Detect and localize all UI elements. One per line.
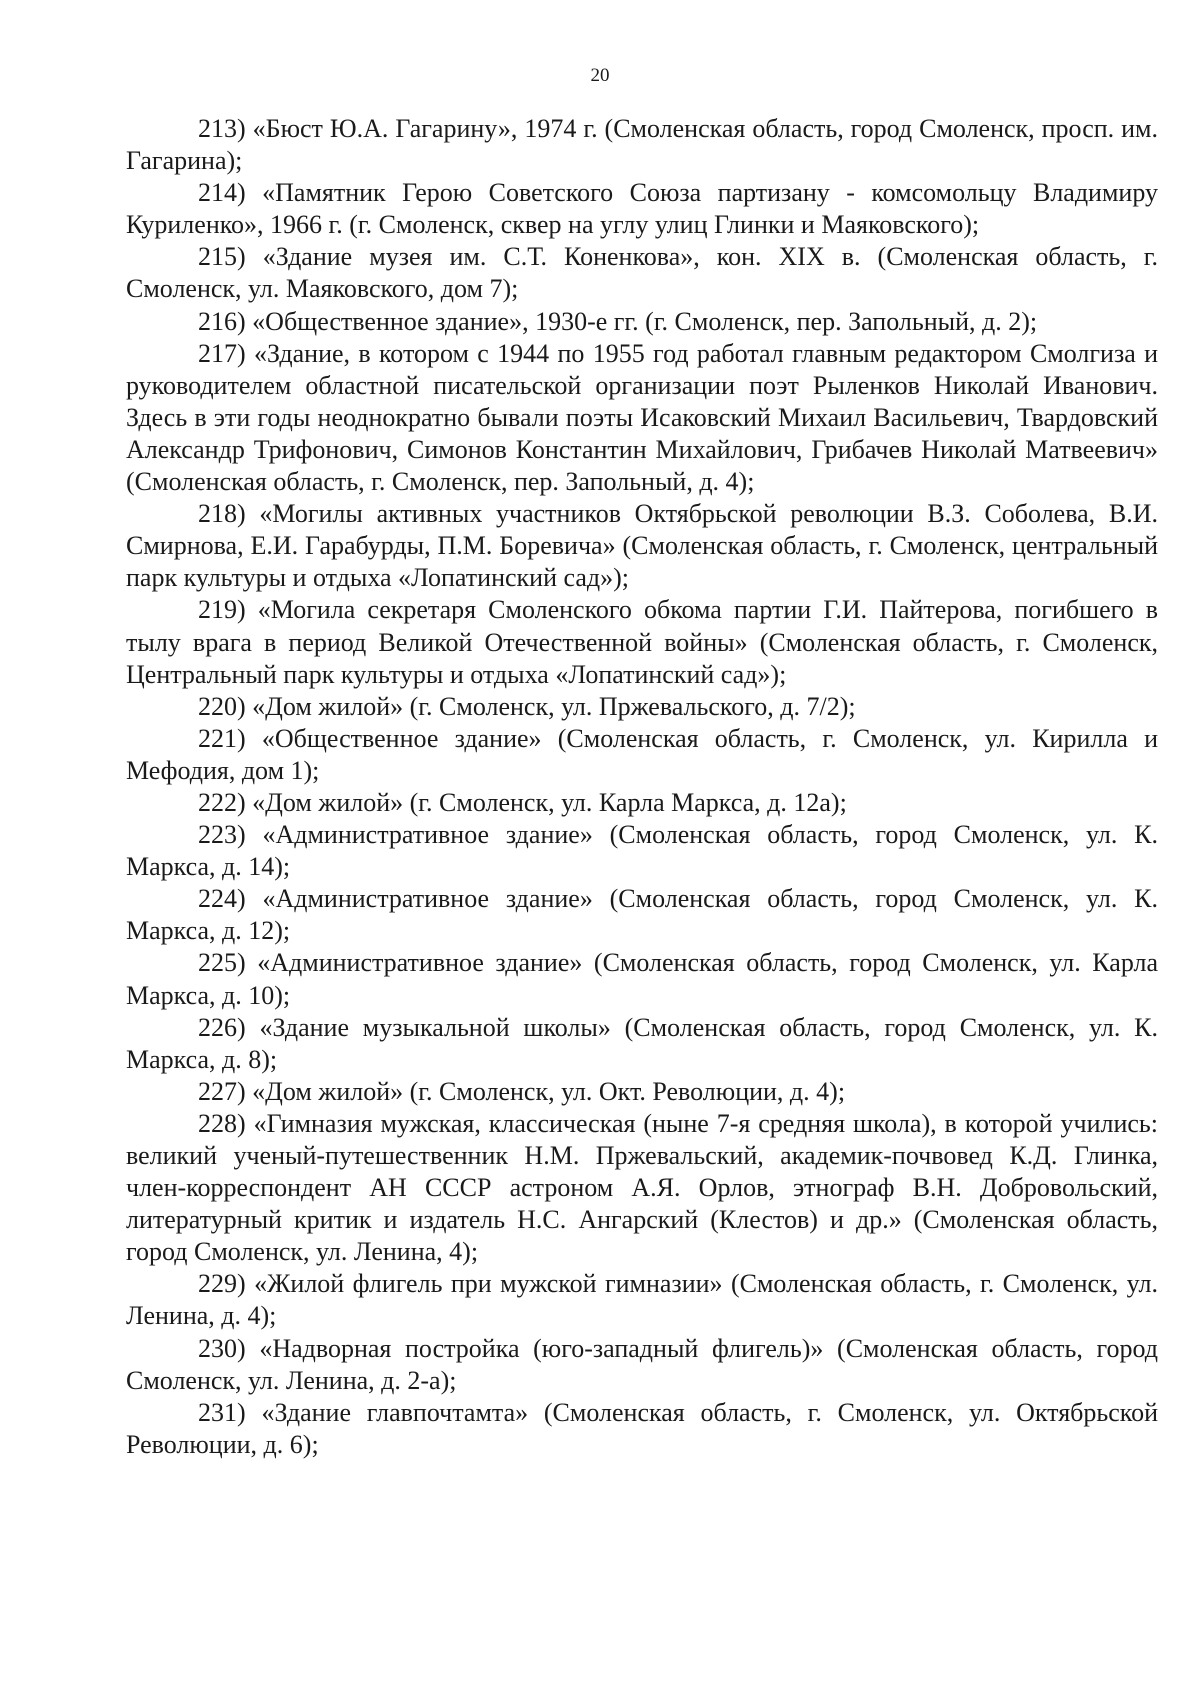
item-number: 224) — [198, 884, 246, 914]
item-number: 219) — [198, 595, 246, 625]
item-text: «Надворная постройка (юго-западный флигель)» (Смоленская область, город Смоленск, ул. Ленина, д. 2-а); — [126, 1333, 1158, 1395]
item-text: «Дом жилой» (г. Смоленск, ул. Окт. Революции, д. 4); — [252, 1076, 846, 1106]
list-item — [126, 723, 1158, 787]
list-item — [126, 306, 1158, 338]
page-number: 20 — [590, 65, 610, 86]
item-text: «Общественное здание», 1930-е гг. (г. Смоленск, пер. Запольный, д. 2); — [252, 306, 1038, 336]
list-item — [126, 883, 1158, 947]
list-item — [126, 594, 1158, 690]
item-number: 229) — [198, 1269, 246, 1299]
item-text: «Здание, в котором с 1944 по 1955 год работал главным редактором Смолгиза и руководителем областной писательской организации поэт Рыленков Николай Иванович. Здесь в эти годы неоднократно бывали поэты Исаковский Михаил Васильевич, Твардовский Александр Трифонович, Симонов Константин Михайлович, Грибачев Николай Матвеевич» (Смоленская область, г. Смоленск, пер. Запольный, д. 4); — [126, 338, 1159, 497]
item-text: «Жилой флигель при мужской гимназии» (Смоленская область, г. Смоленск, ул. Ленина, д. 4); — [126, 1269, 1158, 1331]
list-item — [126, 177, 1158, 241]
list-item — [126, 691, 1158, 723]
item-text: «Могилы активных участников Октябрьской революции В.З. Соболева, В.И. Смирнова, Е.И. Гарабурды, П.М. Боревича» (Смоленская область, г. Смоленск, центральный парк культуры и отдыха «Лопатинский сад»); — [126, 499, 1158, 593]
item-number: 230) — [198, 1333, 246, 1363]
item-number: 217) — [198, 338, 246, 368]
list-item — [126, 1268, 1158, 1332]
item-number: 226) — [198, 1012, 246, 1042]
item-number: 215) — [198, 242, 246, 272]
item-number: 221) — [198, 723, 246, 753]
list-item — [126, 787, 1158, 819]
heritage-list — [126, 113, 1158, 1461]
item-number: 223) — [198, 820, 246, 850]
list-item — [126, 947, 1158, 1011]
list-item — [126, 1333, 1158, 1397]
item-number: 213) — [198, 114, 246, 143]
list-item — [126, 1397, 1158, 1461]
list-item — [126, 113, 1158, 177]
item-number: 225) — [198, 948, 246, 978]
list-item — [126, 1012, 1158, 1076]
item-number: 214) — [198, 178, 246, 208]
item-text: «Здание главпочтамта» (Смоленская область, г. Смоленск, ул. Октябрьской Революции, д. 6); — [126, 1397, 1159, 1459]
item-text: «Памятник Герою Советского Союза партизану - комсомольцу Владимиру Куриленко», 1966 г. (г. Смоленск, сквер на углу улиц Глинки и Маяковского); — [126, 178, 1158, 240]
item-number: 218) — [198, 499, 246, 529]
item-text: «Здание музея им. С.Т. Коненкова», кон. XIX в. (Смоленская область, г. Смоленск, ул. Маяковского, дом 7); — [126, 242, 1159, 304]
item-number: 216) — [198, 306, 246, 336]
list-item — [126, 819, 1158, 883]
item-number: 228) — [198, 1108, 246, 1138]
item-number: 231) — [198, 1397, 246, 1427]
list-item — [126, 498, 1158, 594]
item-number: 227) — [198, 1076, 246, 1106]
item-text: «Дом жилой» (г. Смоленск, ул. Пржевальского, д. 7/2); — [252, 691, 856, 721]
item-text: «Административное здание» (Смоленская область, город Смоленск, ул. Карла Маркса, д. 10); — [126, 948, 1159, 1010]
list-item — [126, 338, 1158, 498]
item-text: «Могила секретаря Смоленского обкома партии Г.И. Пайтерова, погибшего в тылу врага в период Великой Отечественной войны» (Смоленская область, г. Смоленск, Центральный парк культуры и отдыха «Лопатинский сад»); — [126, 595, 1158, 689]
item-text: «Дом жилой» (г. Смоленск, ул. Карла Маркса, д. 12а); — [252, 787, 847, 817]
item-text: «Административное здание» (Смоленская область, город Смоленск, ул. К. Маркса, д. 12); — [126, 884, 1158, 946]
list-item — [126, 241, 1158, 305]
item-text: «Бюст Ю.А. Гагарину», 1974 г. (Смоленская область, город Смоленск, просп. им. Гагарина); — [126, 114, 1158, 176]
item-text: «Здание музыкальной школы» (Смоленская область, город Смоленск, ул. К. Маркса, д. 8); — [126, 1012, 1159, 1074]
item-number: 220) — [198, 691, 246, 721]
list-item — [126, 1076, 1158, 1108]
list-item — [126, 1108, 1158, 1268]
item-text: «Административное здание» (Смоленская область, город Смоленск, ул. К. Маркса, д. 14); — [126, 820, 1158, 882]
item-text: «Общественное здание» (Смоленская область, г. Смоленск, ул. Кирилла и Мефодия, дом 1); — [126, 723, 1159, 785]
item-number: 222) — [198, 787, 246, 817]
item-text: «Гимназия мужская, классическая (ныне 7-я средняя школа), в которой учились: великий ученый-путешественник Н.М. Пржевальский, академик-почвовед К.Д. Глинка, член-корреспондент АН СССР астроном А.Я. Орлов, этнограф В.Н. Добровольский, литературный критик и издатель Н.С. Ангарский (Клестов) и др.» (Смоленская область, город Смоленск, ул. Ленина, 4); — [126, 1108, 1158, 1267]
